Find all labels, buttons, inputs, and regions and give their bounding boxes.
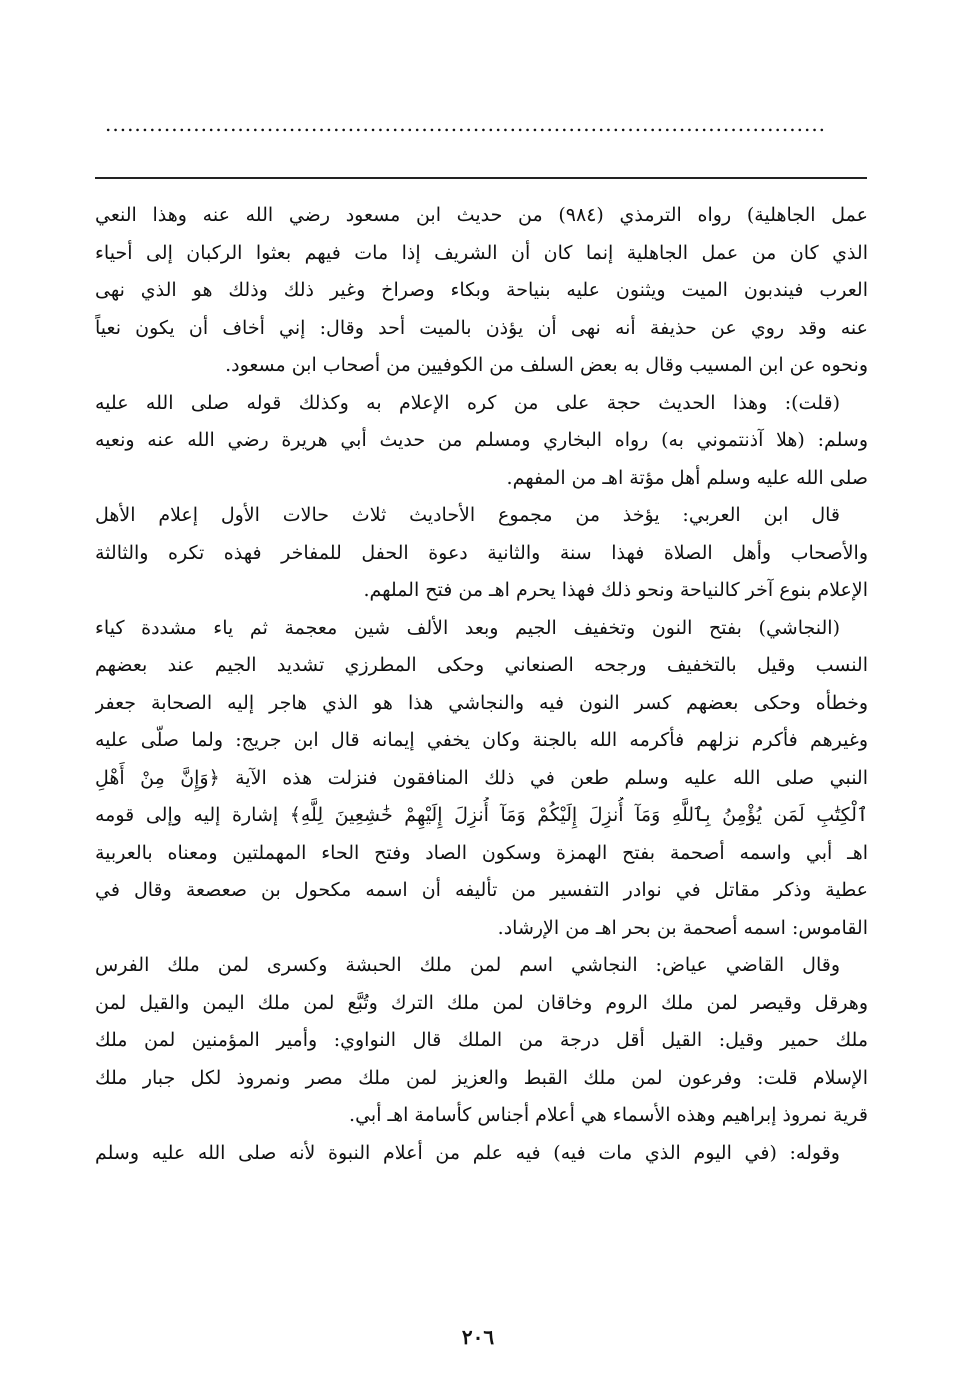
page-number: ٢٠٦ xyxy=(461,1325,495,1349)
text-line: قرية نمروذ إبراهيم وهذه الأسماء هي أعلام أجناس كأسامة اهـ أبي. xyxy=(349,1104,868,1126)
text-line: وقال القاضي عياض: النجاشي اسم لمن ملك الحبشة وكسرى لمن ملك الفرس xyxy=(95,954,840,976)
text-line: الإسلام قلت: وفرعون لمن ملك القبط والعزيز لمن ملك مصر ونمروذ لكل جبار ملك xyxy=(95,1066,868,1089)
text-line: وخطأه وحكى بعضهم كسر النون فيه والنجاشي هذا هو الذي هاجر إليه الصحابة جعفر xyxy=(95,691,868,714)
text-line: ٱلْكِتَٰبِ لَمَن يُؤْمِنُ بِٱللَّهِ وَمَآ أُنزِلَ إِلَيْكُمْ وَمَآ أُنزِلَ إِلَيْهِمْ خَٰشِعِينَ لِلَّهِ﴾ إشارة إليه وإلى قومه xyxy=(95,804,868,826)
text-line: ملك حمير وقيل: القيل أقل درجة من الملك قال النواوي: وأمير المؤمنين لمن ملك xyxy=(95,1029,868,1051)
text-line: عطية وذكر مقاتل في نوادر التفسير من تأليفه أن اسمه مكحول بن صعصعة وقال في xyxy=(95,879,868,901)
text-line: صلى الله عليه وسلم أهل مؤتة اهـ من المفهم. xyxy=(506,466,868,489)
text-line: عنه وقد روي عن حذيفة أنه نهى أن يؤذن بالميت أحد وقال: إني أخاف أن يكون نعياً xyxy=(95,316,868,339)
text-line: النبي صلى الله عليه وسلم طعن في ذلك المنافقون فنزلت هذه الآية ﴿وَإِنَّ مِنْ أَهْلِ xyxy=(95,766,868,789)
footnote-rule xyxy=(95,177,867,179)
text-line: وغيرهم فأكرم نزلهم فأكرمه الله بالجنة وكان يخفي إيمانه قال ابن جريج: ولما صلّى عليه xyxy=(95,729,868,751)
text-line: ونحوه عن ابن المسيب وقال به بعض السلف من الكوفيين من أصحاب ابن مسعود. xyxy=(225,354,868,376)
text-line: الإعلام بنوع آخر كالنياحة ونحو ذلك فهذا يحرم اهـ من فتح الملهم. xyxy=(363,579,868,601)
text-line: وقوله: (في اليوم الذي مات فيه) فيه علم من أعلام النبوة لأنه صلى الله عليه وسلم xyxy=(95,1141,840,1164)
text-line: (قلت): وهذا الحديث حجة على من كره الإعلام به وكذلك قوله صلى الله عليه xyxy=(95,391,840,414)
text-line: عمل الجاهلية) رواه الترمذي (٩٨٤) من حديث ابن مسعود رضي الله عنه وهذا النعي xyxy=(95,204,868,226)
text-line: العرب فيندبون الميت ويثنون عليه بنياحة وبكاء وصراخ وغير ذلك وذلك هو الذي نهى xyxy=(95,279,868,301)
header-dotted-separator: .................................................................................................. xyxy=(105,112,827,132)
text-line: قال ابن العربي: يؤخذ من مجموع الأحاديث ثلاث حالات الأول إعلام الأهل xyxy=(95,504,840,526)
text-line: (النجاشي) بفتح النون وتخفيف الجيم وبعد الألف شين معجمة ثم ياء مشددة كياء xyxy=(95,616,840,639)
page-body-text xyxy=(95,197,868,1172)
text-line: الذي كان من عمل الجاهلية إنما كان أن الشريف إذا مات فيهم بعثوا الركبان إلى أحياء xyxy=(95,241,868,264)
text-line: والأصحاب وأهل الصلاة فهذا سنة والثانية دعوة الحفل للمفاخر فهذه تكره والثالثة xyxy=(95,541,868,564)
text-line: النسب وقيل بالتخفيف ورجحه الصنعاني وحكى المطرزي تشديد الجيم عند بعضهم xyxy=(95,654,868,676)
text-line: وهرقل وقيصر لمن ملك الروم وخاقان لمن ملك الترك وتُبَّع لمن ملك اليمن والقيل لمن xyxy=(95,991,868,1014)
text-line: القاموس: اسمه أصحمة بن بحر اهـ من الإرشاد. xyxy=(497,916,868,939)
text-line: اهـ أبي واسمه أصحمة بفتح الهمزة وسكون الصاد وفتح الحاء المهملتين ومعناه بالعربية xyxy=(95,841,868,864)
text-line: وسلم: (هلا آذنتموني به) رواه البخاري ومسلم من حديث أبي هريرة رضي الله عنه ونعيه xyxy=(95,429,868,451)
